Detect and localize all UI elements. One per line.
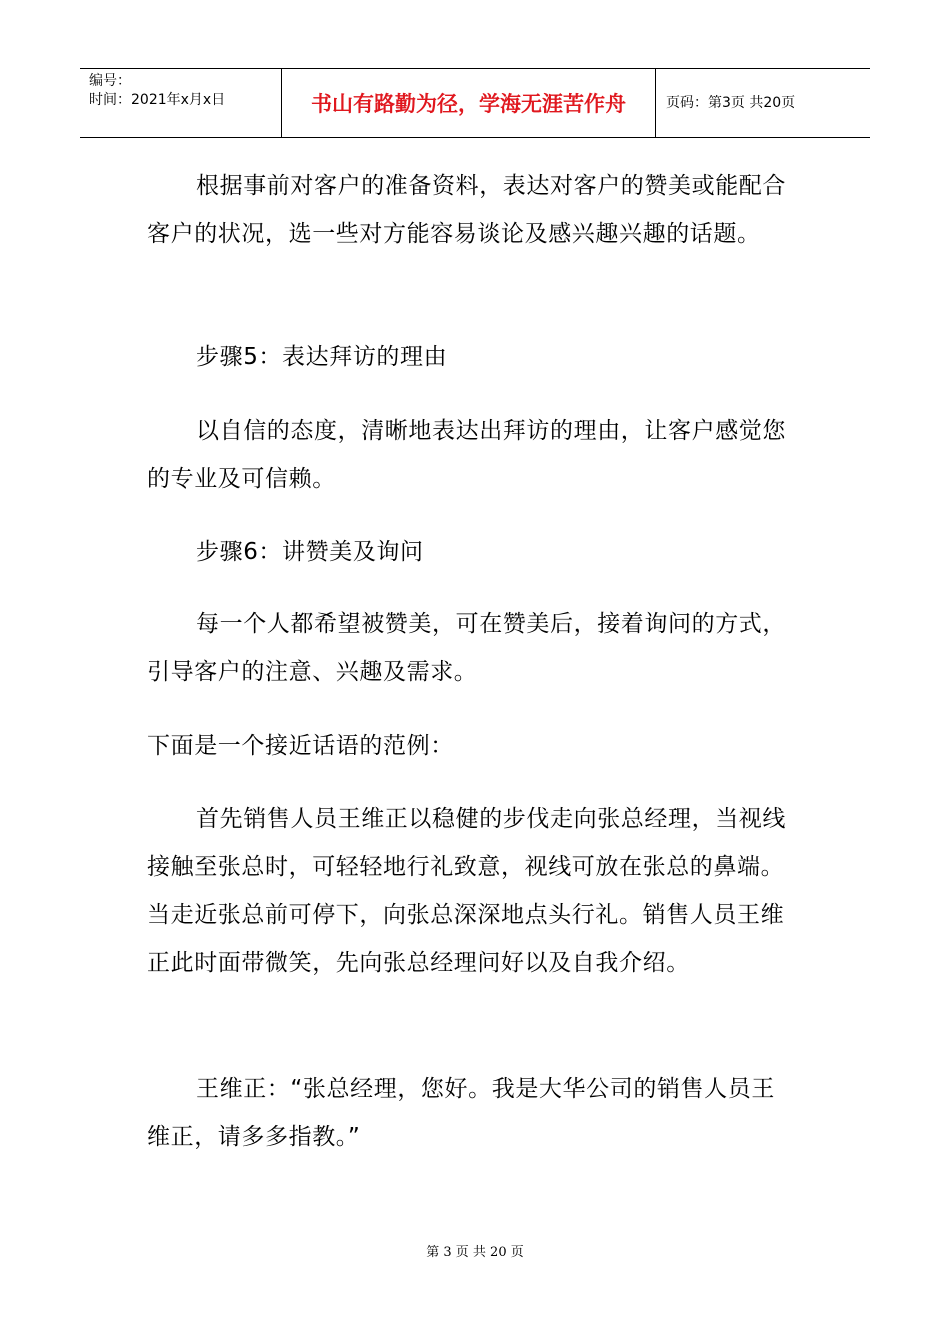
document-date-label: 时间：2021年x月x日 bbox=[89, 92, 226, 108]
header-motto-cell bbox=[282, 69, 656, 137]
page-footer: 第 3 页 共 20 页 bbox=[426, 1245, 524, 1260]
paragraph-visit-reason: 以自信的态度，清晰地表达出拜访的理由，让客户感觉您的专业及可信赖。 bbox=[147, 418, 786, 492]
paragraph-example-scene: 首先销售人员王维正以稳健的步伐走向张总经理，当视线接触至张总时，可轻轻地行礼致意，视线可放在张总的鼻端。当走近张总前可停下，向张总深深地点头行礼。销售人员王维正此时面带微笑，先向张总经理问好以及自我介绍。 bbox=[147, 806, 786, 976]
heading-step-5: 步骤5：表达拜访的理由 bbox=[196, 344, 448, 370]
header-meta-cell bbox=[80, 69, 282, 137]
paragraph-compliment-topics: 根据事前对客户的准备资料，表达对客户的赞美或能配合客户的状况，选一些对方能容易谈论及感兴趣兴趣的话题。 bbox=[147, 173, 786, 247]
header-page-info: 页码：第3页 共20页 bbox=[666, 95, 796, 111]
header-motto: 书山有路勤为径，学海无涯苦作舟 bbox=[311, 91, 626, 116]
header-page-cell bbox=[656, 69, 870, 137]
paragraph-praise-inquiry: 每一个人都希望被赞美，可在赞美后，接着询问的方式，引导客户的注意、兴趣及需求。 bbox=[147, 611, 786, 685]
page-header bbox=[80, 68, 870, 138]
document-number-label: 编号： bbox=[89, 73, 131, 89]
paragraph-example-intro: 下面是一个接近话语的范例： bbox=[147, 733, 454, 759]
heading-step-6: 步骤6：讲赞美及询问 bbox=[196, 539, 424, 565]
paragraph-example-dialogue: 王维正：“张总经理，您好。我是大华公司的销售人员王维正，请多多指教。” bbox=[147, 1076, 775, 1150]
